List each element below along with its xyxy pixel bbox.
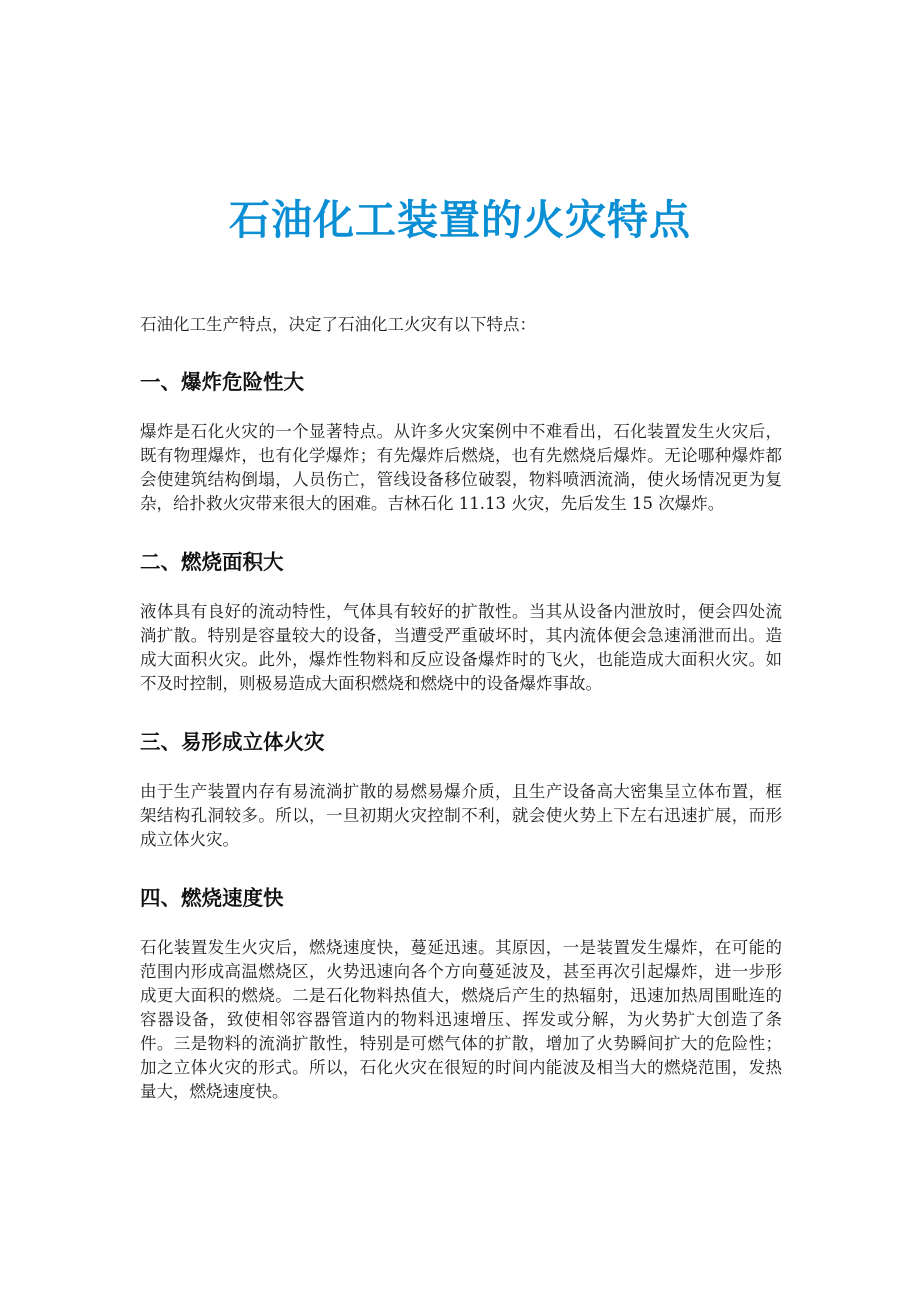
section-heading: 三、易形成立体火灾 [140, 730, 325, 754]
section-heading: 四、燃烧速度快 [140, 886, 284, 910]
section-heading: 一、爆炸危险性大 [140, 370, 304, 394]
section-heading: 二、燃烧面积大 [140, 550, 284, 574]
document-title: 石油化工装置的火灾特点 [229, 196, 691, 244]
document-body [140, 313, 782, 1135]
section-large-burning-area [140, 547, 782, 696]
section-paragraph: 爆炸是石化火灾的一个显著特点。从许多火灾案例中不难看出，石化装置发生火灾后，既有物理爆炸，也有化学爆炸；有先爆炸后燃烧，也有先燃烧后爆炸。无论哪种爆炸都会使建筑结构倒塌，人员伤亡，管线设备移位破裂，物料喷洒流淌，使火场情况更为复杂，给扑救火灾带来很大的困难。吉林石化 11.13 火灾，先后发生 15 次爆炸。 [140, 422, 782, 513]
section-paragraph: 石化装置发生火灾后，燃烧速度快，蔓延迅速。其原因，一是装置发生爆炸，在可能的范围内形成高温燃烧区，火势迅速向各个方向蔓延波及，甚至再次引起爆炸，进一步形成更大面积的燃烧。二是石化物料热值大，燃烧后产生的热辐射，迅速加热周围毗连的容器设备，致使相邻容器管道内的物料迅速增压、挥发或分解，为火势扩大创造了条件。三是物料的流淌扩散性，特别是可燃气体的扩散，增加了火势瞬间扩大的危险性；加之立体火灾的形式。所以，石化火灾在很短的时间内能波及相当大的燃烧范围，发热量大，燃烧速度快。 [140, 938, 782, 1101]
section-paragraph: 液体具有良好的流动特性，气体具有较好的扩散性。当其从设备内泄放时，便会四处流淌扩散。特别是容量较大的设备，当遭受严重破坏时，其内流体便会急速涌泄而出。造成大面积火灾。此外，爆炸性物料和反应设备爆炸时的飞火，也能造成大面积火灾。如不及时控制，则极易造成大面积燃烧和燃烧中的设备爆炸事故。 [140, 602, 782, 693]
section-three-dimensional-fire [140, 727, 782, 852]
intro-paragraph: 石油化工生产特点，决定了石油化工火灾有以下特点： [140, 315, 536, 334]
section-explosion-risk [140, 367, 782, 516]
section-paragraph: 由于生产装置内存有易流淌扩散的易燃易爆介质，且生产设备高大密集呈立体布置，框架结构孔洞较多。所以，一旦初期火灾控制不利，就会使火势上下左右迅速扩展，而形成立体火灾。 [140, 782, 782, 849]
section-fast-burning [140, 883, 782, 1104]
